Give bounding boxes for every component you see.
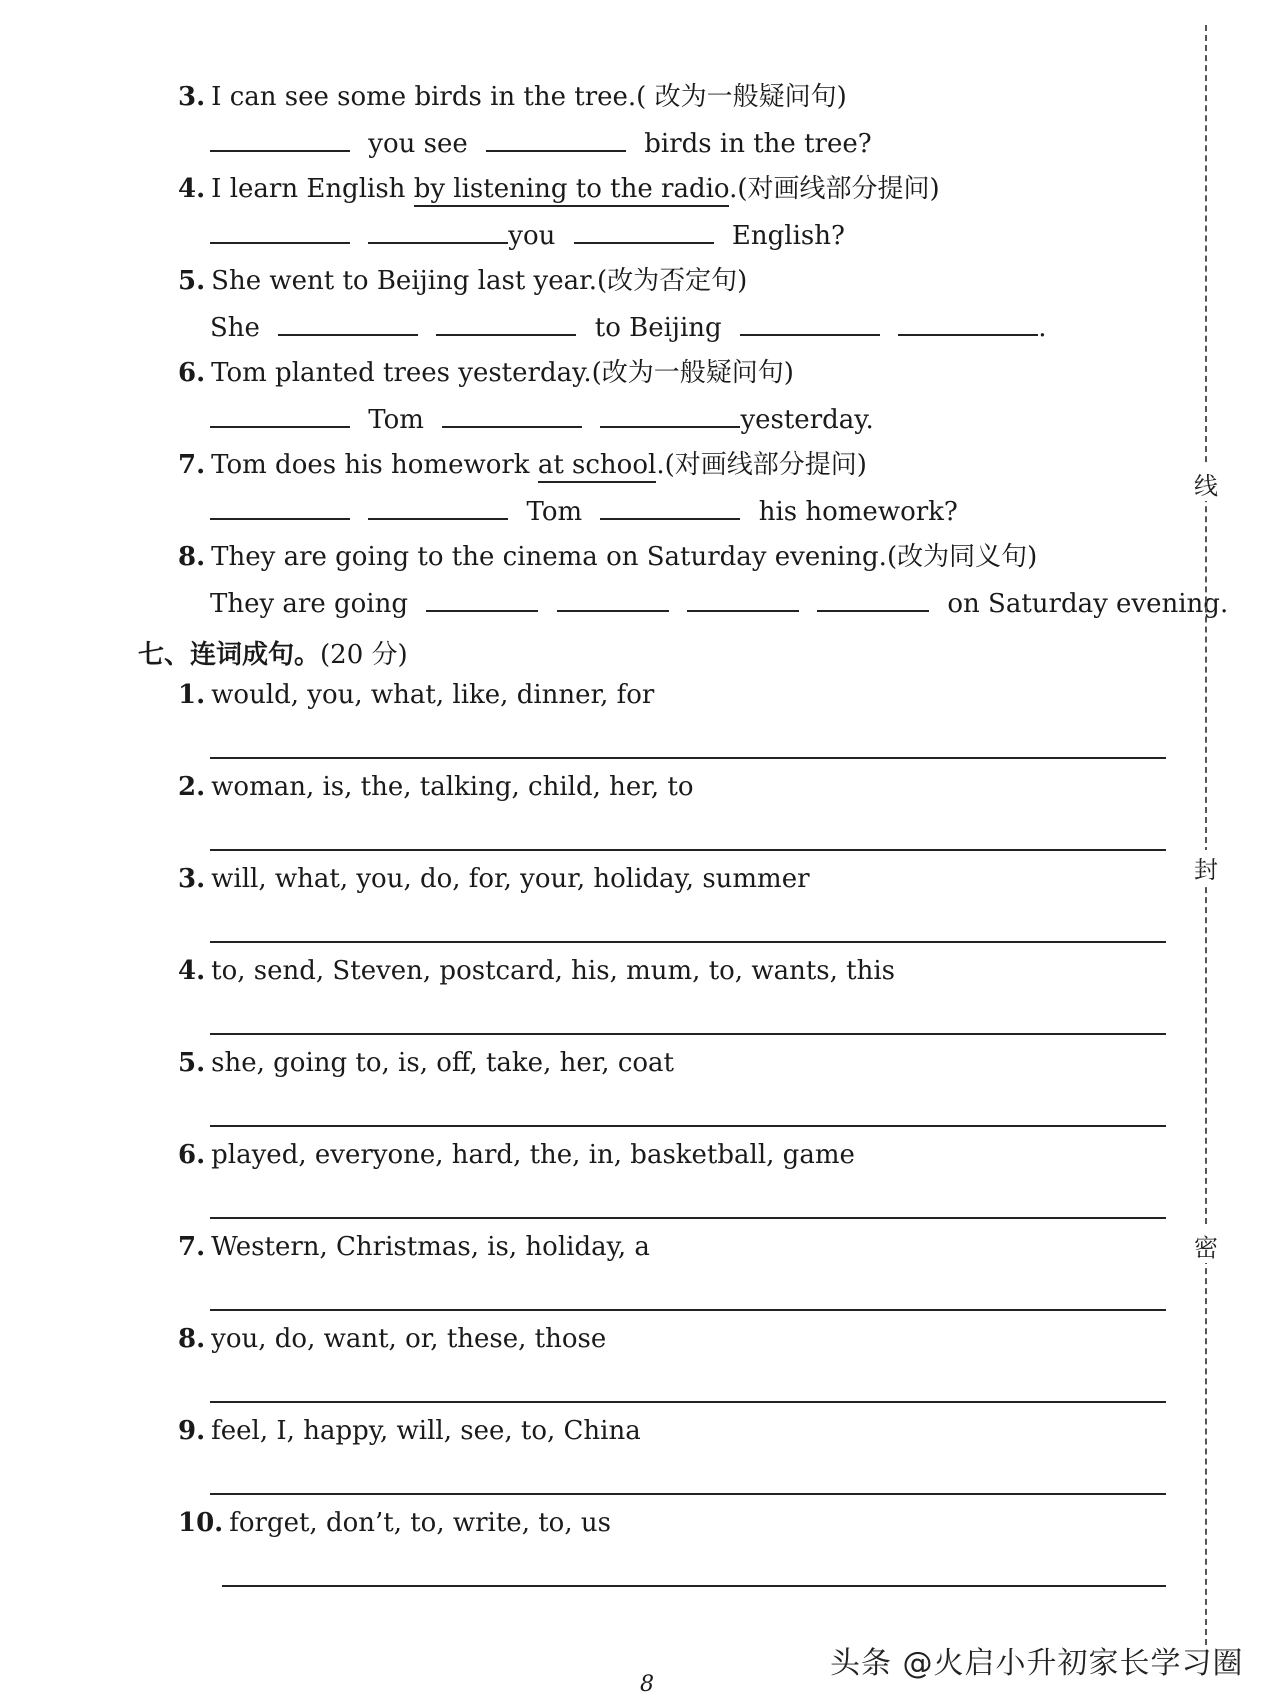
word-list: forget, don’t, to, write, to, us [229, 1508, 611, 1538]
instruction: (改为否定句) [596, 266, 748, 296]
question-text: I learn English [211, 174, 406, 204]
ordering-question-5 [178, 1048, 674, 1078]
ordering-question-1 [178, 680, 654, 710]
question-number: 4. [178, 174, 206, 204]
instruction: (对画线部分提问) [737, 174, 940, 204]
fill-blank[interactable] [740, 312, 880, 336]
question-text: They are going to the cinema on Saturday evening. [211, 542, 887, 572]
fill-blank[interactable] [600, 496, 740, 520]
answer-row-7 [210, 496, 958, 527]
question-6 [178, 358, 794, 388]
underlined-phrase: by listening to the radio [414, 174, 729, 207]
question-number: 6. [178, 1140, 206, 1170]
fill-blank[interactable] [210, 404, 350, 428]
seal-label-secret: 密 [1192, 1228, 1220, 1263]
question-number: 6. [178, 358, 206, 388]
word-list: you, do, want, or, these, those [211, 1324, 607, 1354]
fill-blank[interactable] [600, 404, 740, 428]
fill-blank[interactable] [210, 128, 350, 152]
question-5 [178, 266, 747, 296]
question-number: 8. [178, 542, 206, 572]
answer-row-4 [210, 220, 845, 251]
question-number: 9. [178, 1416, 206, 1446]
instruction: (对画线部分提问) [664, 450, 867, 480]
question-text: Tom planted trees yesterday. [211, 358, 592, 388]
question-number: 3. [178, 864, 206, 894]
fill-blank[interactable] [210, 220, 350, 244]
fill-blank[interactable] [557, 588, 669, 612]
ordering-question-9 [178, 1416, 641, 1446]
fill-blank[interactable] [574, 220, 714, 244]
answer-line[interactable] [210, 1217, 1166, 1219]
ordering-question-3 [178, 864, 810, 894]
section-score: (20 分) [320, 640, 408, 670]
question-number: 5. [178, 266, 206, 296]
ordering-question-7 [178, 1232, 650, 1262]
question-3 [178, 82, 847, 112]
answer-text: English? [731, 221, 845, 251]
answer-row-5 [210, 312, 1047, 343]
section-title: 七、连词成句。 [138, 640, 321, 670]
instruction: (改为同义句) [886, 542, 1038, 572]
answer-text: She [210, 313, 260, 343]
watermark: 头条 @火启小升初家长学习圈 [830, 1646, 1244, 1681]
answer-text: on Saturday evening. [947, 589, 1229, 619]
answer-text: his homework? [758, 497, 958, 527]
answer-text: Tom [526, 497, 583, 527]
question-number: 5. [178, 1048, 206, 1078]
answer-line[interactable] [210, 1125, 1166, 1127]
instruction: (改为一般疑问句) [591, 358, 794, 388]
question-8 [178, 542, 1037, 572]
question-number: 3. [178, 82, 206, 112]
page-number: 8 [640, 1672, 654, 1697]
word-list: will, what, you, do, for, your, holiday, summer [211, 864, 810, 894]
seal-dashed-line [1205, 25, 1207, 1645]
word-list: to, send, Steven, postcard, his, mum, to, wants, this [211, 956, 896, 986]
question-number: 8. [178, 1324, 206, 1354]
fill-blank[interactable] [898, 312, 1038, 336]
fill-blank[interactable] [486, 128, 626, 152]
fill-blank[interactable] [817, 588, 929, 612]
ordering-question-10 [178, 1508, 611, 1538]
answer-line[interactable] [210, 1309, 1166, 1311]
fill-blank[interactable] [278, 312, 418, 336]
answer-line[interactable] [210, 1493, 1166, 1495]
question-number: 7. [178, 450, 206, 480]
seal-label-line: 线 [1192, 466, 1220, 501]
answer-text: to Beijing [594, 313, 722, 343]
answer-row-6 [210, 404, 874, 435]
answer-text: They are going [210, 589, 409, 619]
fill-blank[interactable] [442, 404, 582, 428]
question-number: 2. [178, 772, 206, 802]
ordering-question-4 [178, 956, 895, 986]
answer-text: you see [368, 129, 468, 159]
word-list: would, you, what, like, dinner, for [211, 680, 655, 710]
question-text: . [729, 174, 738, 204]
question-number: 1. [178, 680, 206, 710]
answer-text: birds in the tree? [644, 129, 872, 159]
word-list: Western, Christmas, is, holiday, a [211, 1232, 650, 1262]
word-list: feel, I, happy, will, see, to, China [211, 1416, 641, 1446]
question-text: I can see some birds in the tree. [211, 82, 637, 112]
answer-line[interactable] [210, 757, 1166, 759]
ordering-question-6 [178, 1140, 855, 1170]
answer-text: yesterday. [740, 405, 874, 435]
fill-blank[interactable] [210, 496, 350, 520]
question-number: 10. [178, 1508, 224, 1538]
section-heading [138, 634, 408, 671]
question-text: . [656, 450, 665, 480]
ordering-question-2 [178, 772, 694, 802]
question-text: Tom does his homework [211, 450, 530, 480]
fill-blank[interactable] [426, 588, 538, 612]
answer-row-3 [210, 128, 872, 159]
answer-text: Tom [368, 405, 424, 435]
underlined-phrase: at school [538, 450, 657, 483]
word-list: she, going to, is, off, take, her, coat [211, 1048, 674, 1078]
fill-blank[interactable] [368, 220, 508, 244]
question-7 [178, 450, 867, 480]
question-text: She went to Beijing last year. [211, 266, 597, 296]
question-4 [178, 174, 940, 204]
fill-blank[interactable] [368, 496, 508, 520]
seal-label-seal: 封 [1192, 850, 1220, 885]
question-number: 4. [178, 956, 206, 986]
word-list: played, everyone, hard, the, in, basketball, game [211, 1140, 855, 1170]
instruction: ( 改为一般疑问句) [636, 82, 847, 112]
answer-line[interactable] [210, 849, 1166, 851]
answer-row-8 [210, 588, 1228, 619]
answer-text: you [508, 221, 556, 251]
fill-blank[interactable] [687, 588, 799, 612]
question-number: 7. [178, 1232, 206, 1262]
answer-line[interactable] [222, 1585, 1166, 1587]
answer-line[interactable] [210, 941, 1166, 943]
fill-blank[interactable] [436, 312, 576, 336]
answer-text: . [1038, 313, 1047, 343]
answer-line[interactable] [210, 1401, 1166, 1403]
word-list: woman, is, the, talking, child, her, to [211, 772, 694, 802]
ordering-question-8 [178, 1324, 606, 1354]
answer-line[interactable] [210, 1033, 1166, 1035]
